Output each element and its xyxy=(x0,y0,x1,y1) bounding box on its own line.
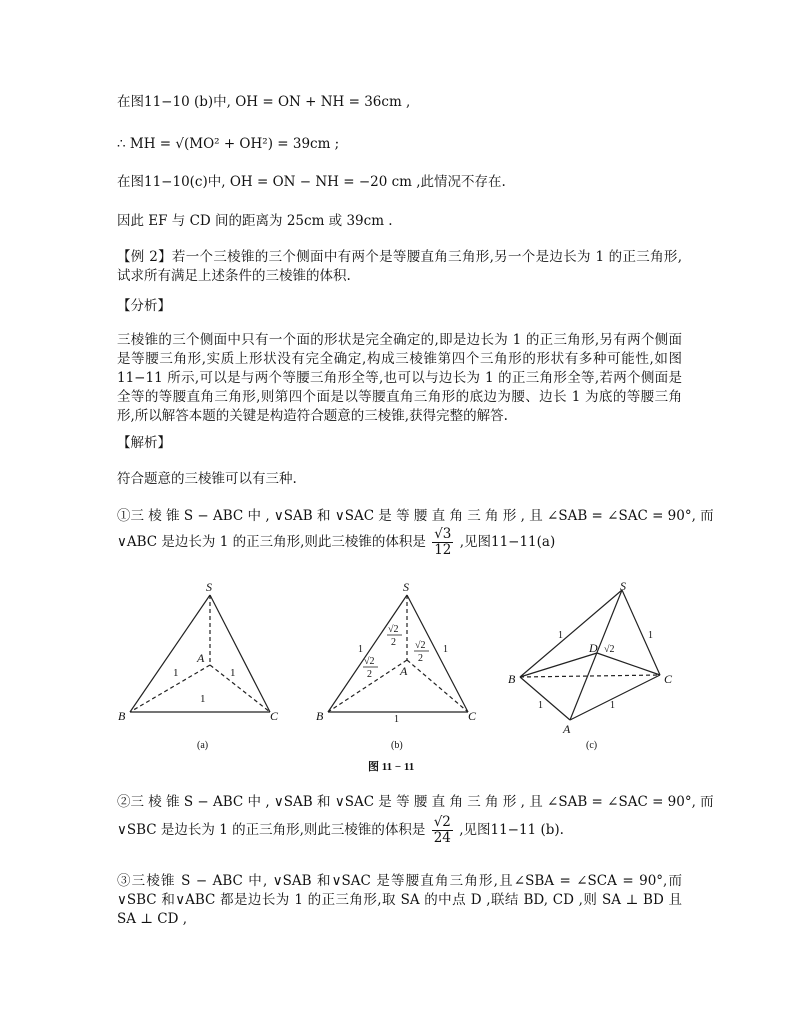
edge-sc-b xyxy=(407,595,468,712)
label-c-b: C xyxy=(468,709,477,723)
edge-label-ab-c: 1 xyxy=(538,700,543,711)
edge-label-bc-b: 1 xyxy=(394,714,399,725)
subcaption-a: (a) xyxy=(197,740,209,751)
edge-label-sb-c: 1 xyxy=(558,630,563,641)
edge-dc-c xyxy=(597,653,660,675)
figure-11-11 xyxy=(110,580,690,784)
text-line-4: 因此 EF 与 CD 间的距离为 25cm 或 39cm . xyxy=(117,213,393,229)
figure-caption: 图 11 − 11 xyxy=(368,761,415,773)
label-s-c: S xyxy=(620,580,626,593)
edge-label-sb-b: 1 xyxy=(358,644,363,655)
label-b-c: B xyxy=(508,672,516,686)
volume-fraction-2 xyxy=(432,815,453,846)
edge-sb-b xyxy=(328,595,407,712)
example-2: 【例 2】若一个三棱锥的三个侧面中有两个是等腰直角三角形,另一个是边长为 1 的正三角形,试求所有满足上述条件的三棱锥的体积. xyxy=(117,249,682,284)
frac-num-3-b: √2 xyxy=(364,656,375,667)
subcaption-b: (b) xyxy=(391,740,403,751)
label-b-b: B xyxy=(316,709,324,723)
edge-ac-a xyxy=(210,665,270,712)
edge-label-sc-b: 1 xyxy=(443,644,448,655)
edge-ab-c xyxy=(520,677,570,720)
edge-bc-c xyxy=(520,675,660,677)
label-a-c: A xyxy=(563,722,571,736)
label-s-b: S xyxy=(403,580,409,594)
subcaption-c: (c) xyxy=(586,740,598,751)
case-3: ③三棱锥 S − ABC 中, ∨SAB 和∨SAC 是等腰直角三角形,且∠SBA = ∠SCA = 90°,而∨SBC 和∨ABC 都是边长为 1 的正三角形,取 SA 的中点 D ,联结 BD, CD ,则 SA ⊥ BD 且 SA ⊥ CD , xyxy=(117,873,682,927)
text-line-1: 在图11−10 (b)中, OH = ON + NH = 36cm , xyxy=(117,94,411,110)
edge-ac-c xyxy=(570,675,660,720)
edge-sc-a xyxy=(210,595,270,712)
volume-fraction-1 xyxy=(432,527,453,558)
edge-sc-c xyxy=(622,590,660,675)
edge-label-1-a: 1 xyxy=(173,667,179,679)
edge-label-3-a: 1 xyxy=(200,693,206,705)
frac-num-1-b: √2 xyxy=(388,624,399,635)
solution-intro: 符合题意的三棱锥可以有三种. xyxy=(117,471,297,487)
edge-bd-c xyxy=(520,653,597,677)
edge-ac-b xyxy=(407,660,468,712)
case-2-line-1: ②三 棱 锥 S − ABC 中 , ∨SAB 和 ∨SAC 是 等 腰 直 角 三 角 形 , 且 ∠SAB = ∠SAC = 90°, 而 xyxy=(117,794,714,810)
frac-den-1-b: 2 xyxy=(391,637,396,648)
text-line-2: ∴ MH = √(MO² + OH²) = 39cm ; xyxy=(117,136,340,152)
frac-den-3-b: 2 xyxy=(367,669,372,680)
label-c-c: C xyxy=(664,672,673,686)
label-s-a: S xyxy=(206,580,212,594)
case-2-ref: ,见图11−11 (b). xyxy=(459,822,564,838)
case-1-line-1: ①三 棱 锥 S − ABC 中 , ∨SAB 和 ∨SAC 是 等 腰 直 角 三 角 形 , 且 ∠SAB = ∠SAC = 90°, 而 xyxy=(117,508,714,524)
frac-num-2-b: √2 xyxy=(415,640,426,651)
figure-svg xyxy=(110,580,690,780)
case-1-text: ∨ABC 是边长为 1 的正三角形,则此三棱锥的体积是 xyxy=(117,534,426,550)
frac-den-2-b: 2 xyxy=(418,653,423,664)
solution-heading: 【解析】 xyxy=(117,435,171,451)
analysis-body: 三棱锥的三个侧面中只有一个面的形状是完全确定的,即是边长为 1 的正三角形,另有两个侧面是等腰三角形,实质上形状没有完全确定,构成三棱锥第四个三角形的形状有多种可能性,如图 11−11 所示,可以是与两个等腰三角形全等,也可以与边长为 1 的正三角形全等,若两个侧面是全等的等腰直角三角形,则第四个面是以等腰直角三角形的底边为腰、边长 1 为底的等腰三角形,所以解答本题的关键是构造符合题意的三棱锥,获得完整的解答. xyxy=(117,332,682,424)
label-c-a: C xyxy=(270,709,279,723)
case-2-text: ∨SBC 是边长为 1 的正三角形,则此三棱锥的体积是 xyxy=(117,822,426,838)
label-a-a: A xyxy=(197,651,205,665)
label-a-b: A xyxy=(400,664,408,678)
fraction-denominator: 24 xyxy=(433,830,451,846)
edge-label-sc-c: 1 xyxy=(648,630,653,641)
edge-ab-a xyxy=(130,665,210,712)
fraction-denominator: 12 xyxy=(434,542,452,558)
label-b-a: B xyxy=(118,709,126,723)
edge-label-ac-c: 1 xyxy=(610,700,615,711)
case-2-line-2 xyxy=(117,815,564,846)
analysis-heading: 【分析】 xyxy=(117,298,171,314)
case-1-line-2 xyxy=(117,527,555,558)
text-line-3: 在图11−10(c)中, OH = ON − NH = −20 cm ,此情况不存在. xyxy=(117,174,506,190)
edge-label-sqrt2-c: √2 xyxy=(604,644,615,655)
edge-ab-b xyxy=(328,660,407,712)
edge-sb-c xyxy=(520,590,622,677)
fraction-numerator: √3 xyxy=(434,526,452,542)
case-1-ref: ,见图11−11(a) xyxy=(459,534,556,550)
fraction-numerator: √2 xyxy=(433,814,451,830)
label-d-c: D xyxy=(589,641,598,655)
edge-label-2-a: 1 xyxy=(230,667,236,679)
